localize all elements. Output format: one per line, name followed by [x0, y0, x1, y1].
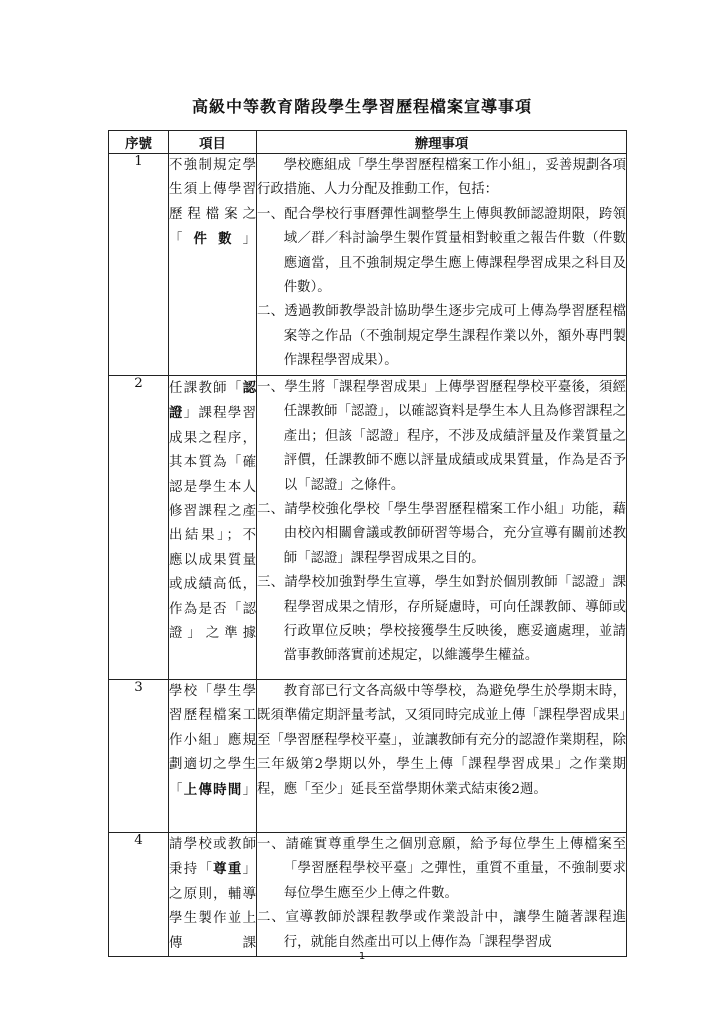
row-detail: [257, 376, 627, 680]
row-detail: [257, 154, 627, 376]
detail-point: 二、宣導教師於課程教學或作業設計中，讓學生隨著課程進行，就能自然產出可以上傳作為「課程學習成: [257, 910, 626, 950]
row-seq: 2: [109, 376, 169, 680]
table-header-row: [109, 131, 627, 154]
row-detail: [257, 833, 627, 957]
table-row: [109, 680, 627, 833]
detail-point: 二、透過教師教學設計協助學生逐步完成可上傳為學習歷程檔案等之作品（不強制規定學生課程作業以外，額外專門製作課程學習成果）。: [257, 304, 626, 369]
row-seq: 3: [109, 680, 169, 833]
page-number: 1: [358, 951, 366, 962]
table-row: [109, 376, 627, 680]
detail-intro: 學校應組成「學生學習歷程檔案工作小組」，妥善規劃各項行政措施、人力分配及推動工作，包括：: [257, 158, 626, 198]
row-item: 請學校或教師秉持「尊重」之原則，輔導學生製作並上傳課: [169, 833, 257, 957]
header-detail: 辦理事項: [257, 131, 627, 154]
header-seq: 序號: [109, 131, 169, 154]
page-title: 高級中等教育階段學生學習歷程檔案宣導事項: [191, 97, 532, 116]
row-seq: 4: [109, 833, 169, 957]
detail-intro: 教育部已行文各高級中等學校，為避免學生於學期末時，既須準備定期評量考試，又須同時完成並上傳「課程學習成果」至「學習歷程學校平臺」，並讓教師有充分的認證作業期程，除三年級第2學期以外，學生上傳「課程學習成果」之作業期程，應「至少」延長至當學期休業式結束後2週。: [257, 684, 626, 797]
detail-point: 一、學生將「課程學習成果」上傳學習歷程學校平臺後，須經任課教師「認證」，以確認資料是學生本人且為修習課程之產出；但該「認證」程序，不涉及成績評量及作業質量之評價，任課教師不應以評量成績或成果質量，作為是否予以「認證」之條件。: [257, 380, 626, 493]
table-row: [109, 154, 627, 376]
detail-point: 一、請確實尊重學生之個別意願，給予每位學生上傳檔案至「學習歷程學校平臺」之彈性，重質不重量，不強制要求每位學生應至少上傳之件數。: [257, 837, 626, 901]
row-detail: [257, 680, 627, 833]
detail-point: 一、配合學校行事曆彈性調整學生上傳與教師認證期限，跨領域／群／科討論學生製作質量相對較重之報告件數（件數應適當，且不強制規定學生應上傳課程學習成果之科目及件數）。: [257, 206, 626, 296]
advocacy-table: [108, 130, 627, 957]
detail-point: 三、請學校加強對學生宣導，學生如對於個別教師「認證」課程學習成果之情形，存所疑慮時，可向任課教師、導師或行政單位反映；學校接獲學生反映後，應妥適處理，並請當事教師落實前述規定，以維護學生權益。: [257, 575, 626, 664]
row-item: 不強制規定學生須上傳學習歷程檔案之「件數」: [169, 154, 257, 376]
table-row: [109, 833, 627, 957]
detail-point: 二、請學校強化學校「學生學習歷程檔案工作小組」功能，藉由校內相關會議或教師研習等場合，充分宣導有關前述教師「認證」課程學習成果之目的。: [257, 502, 626, 566]
row-item: 任課教師「認證」課程學習成果之程序，其本質為「確認是學生本人修習課程之產出結果」；不應以成果質量或成績高低，作為是否「認證」之準據: [169, 376, 257, 680]
row-seq: 1: [109, 154, 169, 376]
row-item: 學校「學生學習歷程檔案工作小組」應規劃適切之學生「上傳時間」: [169, 680, 257, 833]
header-item: 項目: [169, 131, 257, 154]
